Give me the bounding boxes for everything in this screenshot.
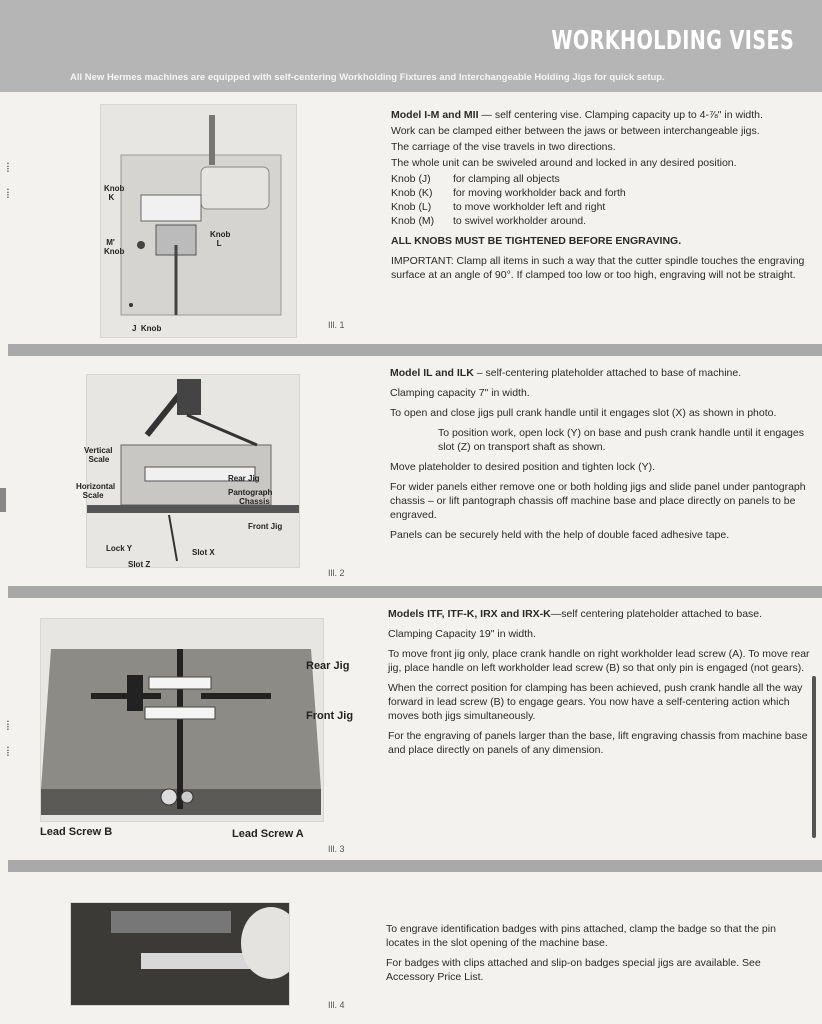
section1-para2: The carriage of the vise travels in two directions. — [391, 141, 616, 153]
tighten-warning: ALL KNOBS MUST BE TIGHTENED BEFORE ENGRAVING. — [391, 235, 682, 247]
knob-key: Knob (J) — [391, 173, 431, 185]
illustration-2-photo — [86, 374, 300, 568]
knob-row — [391, 214, 816, 228]
page-header — [0, 0, 822, 92]
section2-para3: To position work, open lock (Y) on base and push crank handle until it engages slot (Z) on transport shaft as shown. — [438, 427, 804, 453]
label-slot-z: Slot Z — [128, 560, 151, 569]
section3-text — [388, 607, 810, 759]
margin-mark: ⁞ — [6, 186, 10, 202]
page-title: WORKHOLDING VISES — [551, 26, 794, 56]
label-front-jig: Front Jig — [248, 522, 283, 531]
knob-key: Knob (L) — [391, 201, 432, 213]
label-front-jig: Front Jig — [306, 710, 354, 722]
illustration-4-photo — [70, 902, 290, 1006]
section1-text — [391, 108, 816, 284]
vise-model-il-image — [87, 375, 299, 567]
label-knob-l: Knob L — [210, 230, 231, 248]
section2-text — [390, 366, 810, 544]
label-pantograph-chassis: Pantograph Chassis — [228, 488, 273, 506]
section2-para5: For wider panels either remove one or both holding jigs and slide panel under pantograph chassis – or lift pantograph chassis off machine base and place directly on panels to be engraved. — [390, 481, 806, 521]
section3-para2: To move front jig only, place crank handle on right workholder lead screw (A). To move rear jig, place handle on left workholder lead screw (B) so that only pin is engaged (not gears). — [388, 648, 810, 674]
page-edge-tab — [0, 488, 6, 512]
section1-heading-line — [391, 108, 816, 122]
section1-heading: Model I-M and MII — [391, 109, 479, 121]
section1-heading-rest: — self centering vise. Clamping capacity up to 4-⅞" in width. — [478, 109, 763, 121]
section3-heading-line — [388, 607, 810, 621]
label-knob-m: M' Knob — [104, 238, 125, 256]
label-knob-j: J Knob — [132, 324, 162, 333]
knob-desc: for moving workholder back and forth — [453, 187, 626, 199]
vise-model-itf-image — [41, 619, 323, 821]
label-horizontal-scale: Horizontal Scale — [76, 482, 116, 500]
illustration-1-caption: Ill. 1 — [328, 320, 345, 330]
knob-desc: to move workholder left and right — [453, 201, 606, 213]
illustration-3-caption: Ill. 3 — [328, 844, 345, 854]
page-subtitle: All New Hermes machines are equipped with self-centering Workholding Fixtures and Interchangeable Holding Jigs for quick setup. — [70, 72, 665, 83]
knob-key: Knob (K) — [391, 187, 433, 199]
section2-heading-rest: – self-centering plateholder attached to base of machine. — [473, 367, 742, 379]
label-rear-jig: Rear Jig — [306, 660, 350, 672]
knob-row — [391, 200, 816, 214]
section3-para4: For the engraving of panels larger than the base, lift engraving chassis from machine base and place directly on panels of any dimension. — [388, 730, 808, 756]
badge-clamp-image — [71, 903, 289, 1005]
scrollbar-thumb[interactable] — [812, 676, 816, 838]
label-slot-x: Slot X — [192, 548, 215, 557]
section4-para2: For badges with clips attached and slip-on badges special jigs are available. See Accessory Price List. — [386, 957, 761, 983]
section2-para4: Move plateholder to desired position and tighten lock (Y). — [390, 461, 655, 473]
label-rear-jig: Rear Jig — [228, 474, 260, 483]
knob-key: Knob (M) — [391, 215, 435, 227]
section-divider — [8, 344, 822, 356]
section1-para3: The whole unit can be swiveled around and locked in any desired position. — [391, 157, 737, 169]
section2-para2: To open and close jigs pull crank handle until it engages slot (X) as shown in photo. — [390, 407, 777, 419]
section3-para3: When the correct position for clamping has been achieved, push crank handle all the way forward in lead screw (B) to engage gears. You now have a self-centering action which moves both jigs simultaneously. — [388, 682, 803, 722]
knob-desc: for clamping all objects — [453, 173, 560, 185]
knob-row — [391, 186, 816, 200]
section2-para1: Clamping capacity 7" in width. — [390, 387, 530, 399]
label-vertical-scale: Vertical Scale — [84, 446, 113, 464]
section-divider — [8, 586, 822, 598]
margin-mark: ⁞ — [6, 160, 10, 176]
label-lock-y: Lock Y — [106, 544, 133, 553]
illustration-4-caption: Ill. 4 — [328, 1000, 345, 1010]
important-note: IMPORTANT: Clamp all items in such a way that the cutter spindle touches the engraving surface at an angle of 90°. If clamped too low or too high, engraving will not be straight. — [391, 255, 805, 281]
section2-heading-line — [390, 366, 810, 380]
label-lead-screw-b: Lead Screw B — [40, 826, 113, 838]
illustration-2-caption: Ill. 2 — [328, 568, 345, 578]
illustration-3-photo — [40, 618, 324, 822]
section2-heading: Model IL and ILK — [390, 367, 474, 379]
label-lead-screw-a: Lead Screw A — [232, 828, 304, 840]
section3-para1: Clamping Capacity 19" in width. — [388, 628, 536, 640]
section-divider — [8, 860, 822, 872]
section3-heading: Models ITF, ITF-K, IRX and IRX-K — [388, 608, 551, 620]
margin-mark: ⁞ — [6, 718, 10, 734]
margin-mark: ⁞ — [6, 744, 10, 760]
section4-text — [386, 922, 806, 986]
section1-para1: Work can be clamped either between the jaws or between interchangeable jigs. — [391, 125, 760, 137]
knob-desc: to swivel workholder around. — [453, 215, 587, 227]
section2-para6: Panels can be securely held with the help of double faced adhesive tape. — [390, 529, 730, 541]
label-knob-k: Knob K — [104, 184, 125, 202]
vise-model-im-image — [101, 105, 296, 337]
knob-list — [391, 172, 816, 228]
knob-row — [391, 172, 816, 186]
illustration-1-photo — [100, 104, 297, 338]
section3-heading-rest: —self centering plateholder attached to base. — [550, 608, 763, 620]
section4-para1: To engrave identification badges with pins attached, clamp the badge so that the pin locates in the slot opening of the machine base. — [386, 923, 776, 949]
